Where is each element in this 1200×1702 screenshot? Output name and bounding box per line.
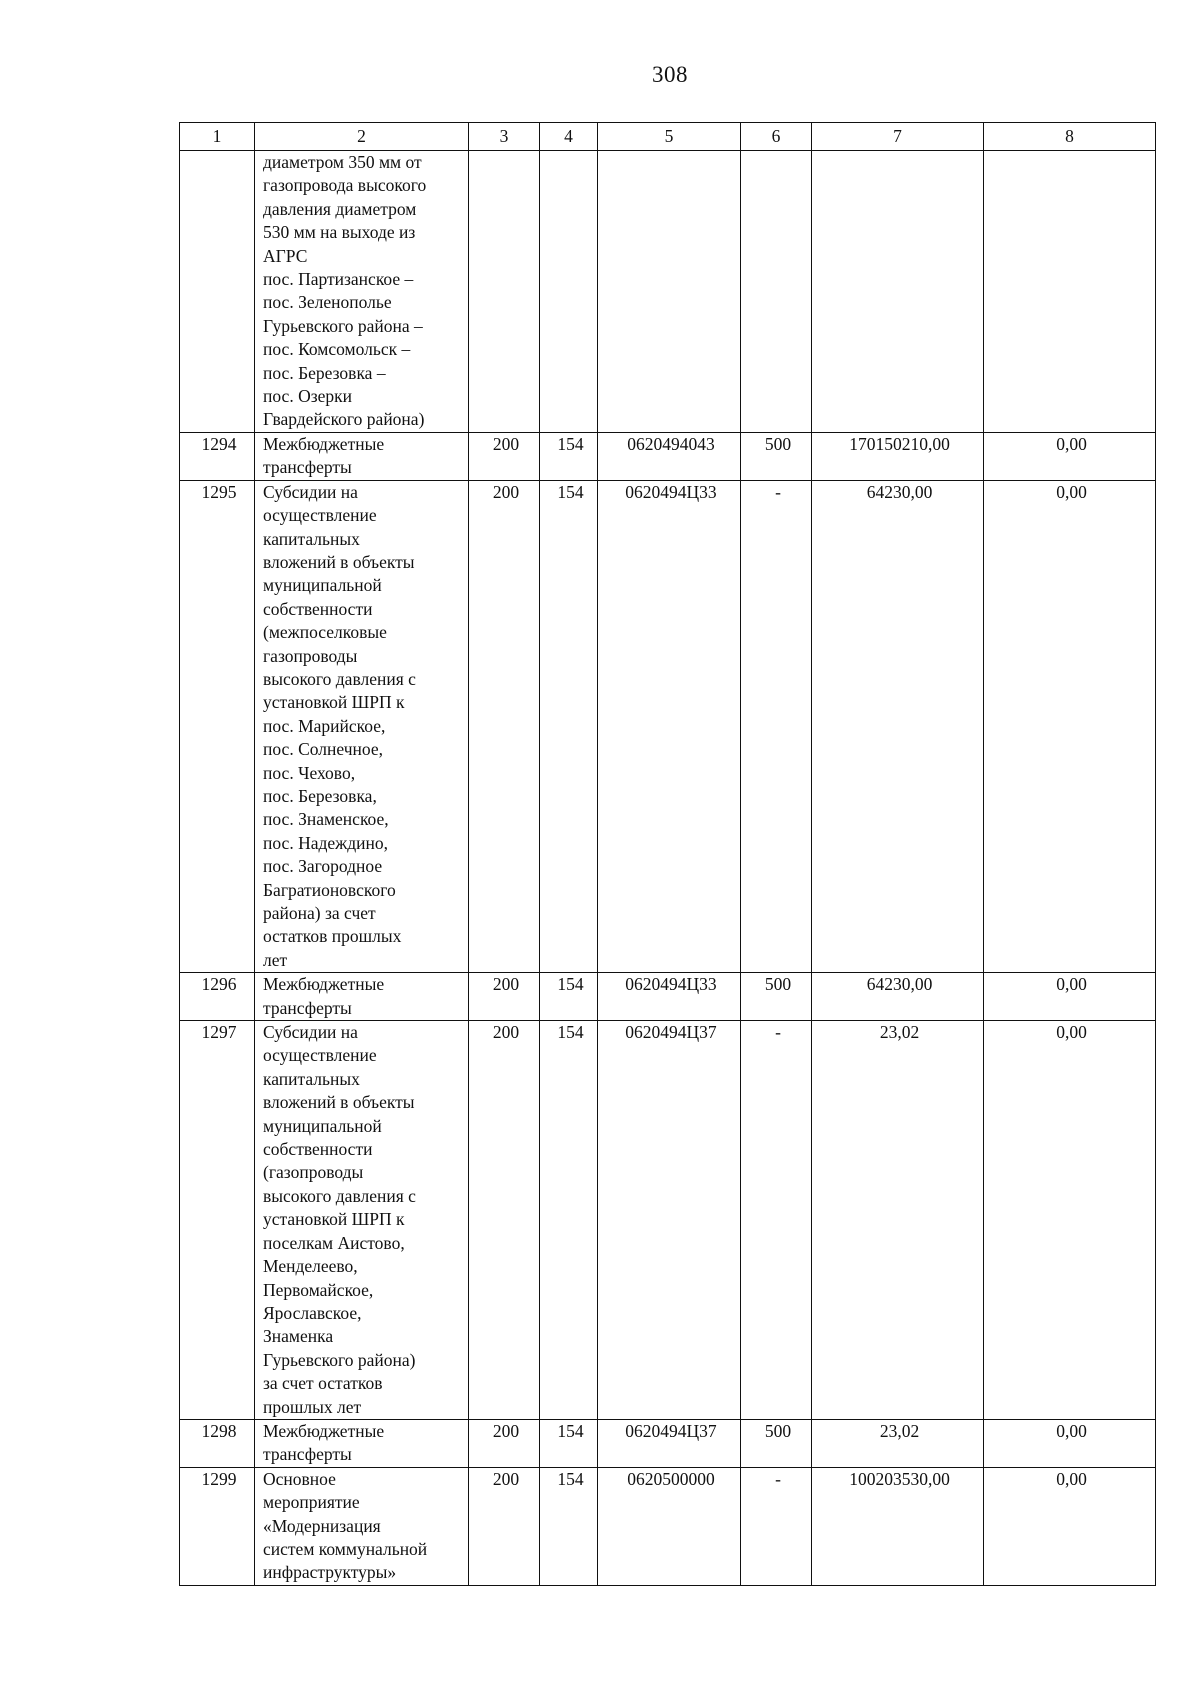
cell-col4: 154	[540, 432, 598, 480]
row-name: Межбюджетные трансферты	[255, 432, 469, 480]
column-header: 1	[180, 123, 255, 151]
row-number: 1295	[180, 480, 255, 973]
table-row	[180, 480, 1156, 973]
table-row	[180, 1467, 1156, 1585]
budget-table	[179, 122, 1156, 1586]
cell-col7: 64230,00	[812, 480, 984, 973]
column-header: 8	[984, 123, 1156, 151]
column-header: 3	[469, 123, 540, 151]
cell-col5: 0620494Ц37	[598, 1021, 741, 1420]
table-row	[180, 151, 1156, 433]
table-row	[180, 432, 1156, 480]
cell-col3: 200	[469, 1467, 540, 1585]
cell-col5: 0620494043	[598, 432, 741, 480]
cell-col6: 500	[741, 973, 812, 1021]
cell-col7: 23,02	[812, 1419, 984, 1467]
row-number: 1299	[180, 1467, 255, 1585]
table-header-row	[180, 123, 1156, 151]
cell-col5: 0620494Ц37	[598, 1419, 741, 1467]
cell-col5: 0620500000	[598, 1467, 741, 1585]
cell-col6: 500	[741, 1419, 812, 1467]
row-number: 1296	[180, 973, 255, 1021]
cell-col8: 0,00	[984, 480, 1156, 973]
row-name: Субсидии на осуществление капитальных вложений в объекты муниципальной собственности (межпоселковые газопроводы высокого давления с установкой ШРП к пос. Марийское, пос. Солнечное, пос. Чехово, пос. Березовка, пос. Знаменское, пос. Надеждино, пос. Загородное Багратионовского района) за счет остатков прошлых лет	[255, 480, 469, 973]
cell-col8	[984, 151, 1156, 433]
cell-col4: 154	[540, 1419, 598, 1467]
cell-col6: -	[741, 1467, 812, 1585]
cell-col6	[741, 151, 812, 433]
column-header: 5	[598, 123, 741, 151]
row-number: 1298	[180, 1419, 255, 1467]
cell-col4: 154	[540, 1021, 598, 1420]
column-header: 2	[255, 123, 469, 151]
cell-col8: 0,00	[984, 1419, 1156, 1467]
row-name: диаметром 350 мм от газопровода высокого давления диаметром 530 мм на выходе из АГРС пос. Партизанское – пос. Зеленополье Гурьевского района – пос. Комсомольск – пос. Березовка – пос. Озерки Гвардейского района)	[255, 151, 469, 433]
cell-col5	[598, 151, 741, 433]
cell-col6: 500	[741, 432, 812, 480]
column-header: 6	[741, 123, 812, 151]
cell-col3: 200	[469, 1419, 540, 1467]
cell-col3: 200	[469, 480, 540, 973]
cell-col8: 0,00	[984, 1467, 1156, 1585]
cell-col4: 154	[540, 1467, 598, 1585]
cell-col6: -	[741, 1021, 812, 1420]
page-number: 308	[652, 62, 688, 87]
cell-col7: 23,02	[812, 1021, 984, 1420]
column-header: 7	[812, 123, 984, 151]
cell-col7: 64230,00	[812, 973, 984, 1021]
cell-col8: 0,00	[984, 432, 1156, 480]
table-row	[180, 1419, 1156, 1467]
cell-col6: -	[741, 480, 812, 973]
cell-col8: 0,00	[984, 1021, 1156, 1420]
cell-col8: 0,00	[984, 973, 1156, 1021]
row-name: Основное мероприятие «Модернизация систем коммунальной инфраструктуры»	[255, 1467, 469, 1585]
row-number: 1297	[180, 1021, 255, 1420]
cell-col7: 100203530,00	[812, 1467, 984, 1585]
cell-col3	[469, 151, 540, 433]
cell-col4: 154	[540, 973, 598, 1021]
table-row	[180, 1021, 1156, 1420]
row-name: Межбюджетные трансферты	[255, 1419, 469, 1467]
row-number	[180, 151, 255, 433]
cell-col7	[812, 151, 984, 433]
cell-col5: 0620494Ц33	[598, 973, 741, 1021]
row-name: Межбюджетные трансферты	[255, 973, 469, 1021]
cell-col3: 200	[469, 1021, 540, 1420]
cell-col5: 0620494Ц33	[598, 480, 741, 973]
cell-col4	[540, 151, 598, 433]
column-header: 4	[540, 123, 598, 151]
cell-col3: 200	[469, 432, 540, 480]
table-row	[180, 973, 1156, 1021]
row-name: Субсидии на осуществление капитальных вложений в объекты муниципальной собственности (газопроводы высокого давления с установкой ШРП к поселкам Аистово, Менделеево, Первомайское, Ярославское, Знаменка Гурьевского района) за счет остатков прошлых лет	[255, 1021, 469, 1420]
cell-col7: 170150210,00	[812, 432, 984, 480]
row-number: 1294	[180, 432, 255, 480]
cell-col4: 154	[540, 480, 598, 973]
cell-col3: 200	[469, 973, 540, 1021]
